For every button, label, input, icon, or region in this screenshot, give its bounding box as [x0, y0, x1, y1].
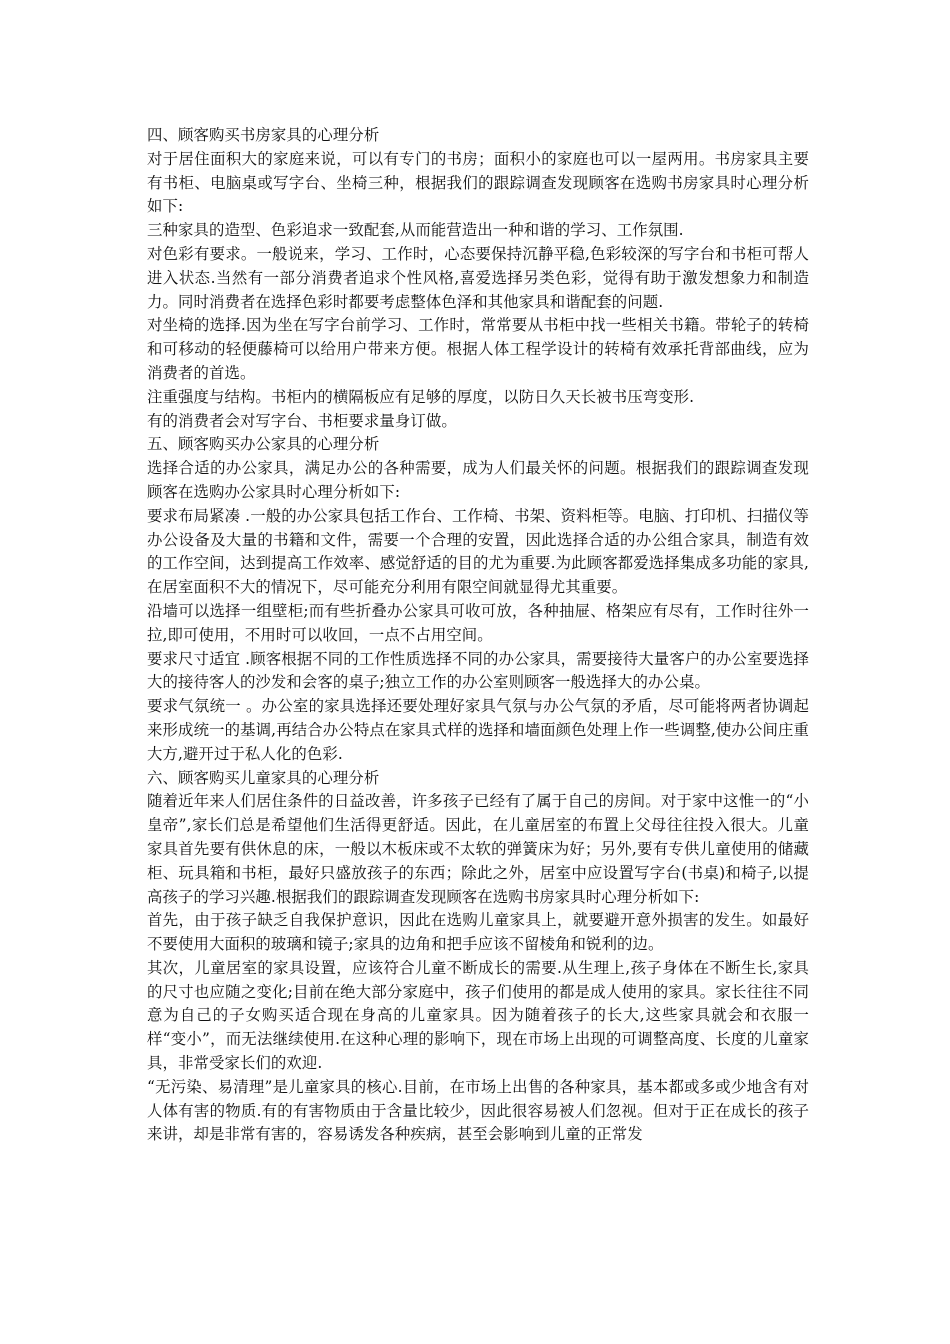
paragraph: 对于居住面积大的家庭来说，可以有专门的书房；面积小的家庭也可以一屋两用。书房家具主要有书柜、电脑桌或写字台、坐椅三种，根据我们的跟踪调查发现顾客在选购书房家具时心理分析如下: — [147, 149, 809, 216]
section-heading-study: 四、顾客购买书房家具的心理分析 — [147, 126, 380, 144]
document-body — [147, 124, 809, 1147]
paragraph: 对色彩有要求。一般说来，学习、工作时，心态要保持沉静平稳,色彩较深的写字台和书柜可帮人进入状态.当然有一部分消费者追求个性风格,喜爱选择另类色彩，觉得有助于激发想象力和制造力。同时消费者在选择色彩时都要考虑整体色泽和其他家具和谐配套的问题. — [147, 244, 809, 311]
section-heading-children: 六、顾客购买儿童家具的心理分析 — [147, 768, 380, 787]
paragraph: 其次，儿童居室的家具设置，应该符合儿童不断成长的需要.从生理上,孩子身体在不断生长,家具的尺寸也应随之变化;目前在绝大部分家庭中，孩子们使用的都是成人使用的家具。家长往往不同意为自己的子女购买适合现在身高的儿童家具。因为随着孩子的长大,这些家具就会和衣服一样“变小”，而无法继续使用.在这种心理的影响下，现在市场上出现的可调整高度、长度的儿童家具，非常受家长们的欢迎. — [147, 958, 809, 1073]
paragraph: 选择合适的办公家具，满足办公的各种需要，成为人们最关怀的问题。根据我们的跟踪调查发现顾客在选购办公家具时心理分析如下: — [147, 459, 809, 501]
paragraph: 注重强度与结构。书柜内的横隔板应有足够的厚度，以防日久天长被书压弯变形. — [147, 387, 695, 406]
paragraph: 要求布局紧凑 .一般的办公家具包括工作台、工作椅、书架、资料柜等。电脑、打印机、扫描仪等办公设备及大量的书籍和文件，需要一个合理的安置，因此选择合适的办公组合家具，制造有效的工作空间，达到提高工作效率、感觉舒适的目的尤为重要.为此顾客都爱选择集成多功能的家具,在居室面积不大的情况下，尽可能充分利用有限空间就显得尤其重要。 — [147, 506, 809, 597]
paragraph: 对坐椅的选择.因为坐在写字台前学习、工作时，常常要从书柜中找一些相关书籍。带轮子的转椅和可移动的轻便藤椅可以给用户带来方便。根据人体工程学设计的转椅有效承托背部曲线，应为消费者的首选。 — [147, 316, 809, 382]
paragraph: 三种家具的造型、色彩追求一致配套,从而能营造出一种和谐的学习、工作氛围. — [147, 221, 684, 240]
paragraph: 有的消费者会对写字台、书柜要求量身订做。 — [147, 411, 457, 430]
paragraph: 要求尺寸适宜 .顾客根据不同的工作性质选择不同的办公家具，需要接待大量客户的办公室要选择大的接待客人的沙发和会客的桌子;独立工作的办公室则顾客一般选择大的办公桌。 — [147, 649, 809, 692]
paragraph: “无污染、易清理”是儿童家具的核心.目前，在市场上出售的各种家具，基本都或多或少地含有对人体有害的物质.有的有害物质由于含量比较少，因此很容易被人们忽视。但对于正在成长的孩子来讲，却是非常有害的，容易诱发各种疾病，甚至会影响到儿童的正常发 — [147, 1077, 809, 1144]
paragraph: 要求气氛统一 。办公室的家具选择还要处理好家具气氛与办公气氛的矛盾，尽可能将两者协调起来形成统一的基调,再结合办公特点在家具式样的选择和墙面颜色处理上作一些调整,使办公间庄重大方,避开过于私人化的色彩. — [147, 697, 809, 763]
paragraph: 随着近年来人们居住条件的日益改善，许多孩子已经有了属于自己的房间。对于家中这惟一的“小皇帝”,家长们总是希望他们生活得更舒适。因此，在儿童居室的布置上父母往往投入很大。儿童家具首先要有供休息的床，一般以木板床或不太软的弹簧床为好；另外,要有专供儿童使用的储藏柜、玩具箱和书柜，最好只盛放孩子的东西；除此之外，居室中应设置写字台(书桌)和椅子,以提高孩子的学习兴趣.根据我们的跟踪调查发现顾客在选购书房家具时心理分析如下: — [147, 792, 809, 906]
paragraph: 首先，由于孩子缺乏自我保护意识，因此在选购儿童家具上，就要避开意外损害的发生。如最好不要使用大面积的玻璃和镜子;家具的边角和把手应该不留棱角和锐利的边。 — [147, 911, 809, 954]
paragraph: 沿墙可以选择一组壁柜;而有些折叠办公家具可收可放，各种抽屉、格架应有尽有，工作时往外一拉,即可使用，不用时可以收回，一点不占用空间。 — [147, 601, 809, 644]
section-heading-office: 五、顾客购买办公家具的心理分析 — [147, 435, 380, 454]
